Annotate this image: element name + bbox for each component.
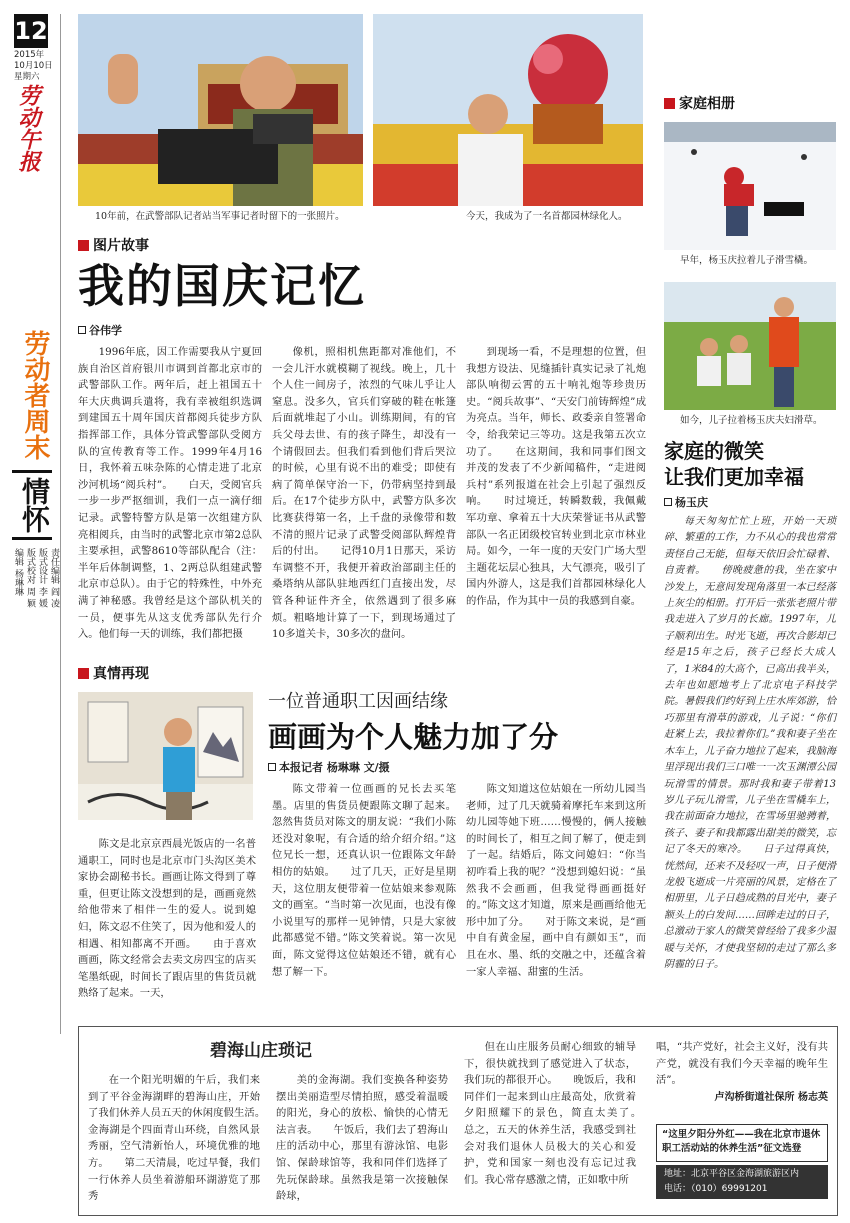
contest-address-bar: 地址：北京平谷区金海湖旅游区内 电话：（010）69991201 [656, 1165, 828, 1199]
section-label-picture-story: 图片故事 [78, 236, 149, 258]
story2-col3: 陈文知道这位姑娘在一所幼儿园当老师，过了几天就骑着摩托车来到这所幼儿园等她下班……慢慢的，俩人接触的时间长了，相互之间了解了，便走到了一起。结婚后，陈文问媳妇：“你当初咋看上我的呢？”没想到媳妇说：“虽然我不会画画，但我觉得画画挺好的。”陈文这才知道，原来是画画给他无形中加了分。 对于陈文来说，是“画中自有黄金屋，画中自有颜如玉”，而且在水、墨、纸的交融之中，还蕴含着一家人幸福、甜蜜的生活。 [466, 783, 646, 978]
photo1-caption: 10年前，在武警部队记者站当军事记者时留下的一张照片。 [95, 211, 345, 222]
story1-col2: 像机，照相机焦距都对准他们，不一会儿汗水就模糊了视线。晚上，几十个人住一间房子，浓烈的气味儿乎让人窒息。没多久，官兵们穿破的鞋在帐篷后面就堆起了小山。训练期间，有的官兵父母去世、有的孩子降生，却没有一个请假回去。但我们看到他们背后哭泣的时候，心里有说不出的难受；即使有病了简单保守治一下，仍带病坚持到最后。在17个徒步方队中，武警方队多次比赛获得第一名，上千盘的录像带和数不清的照片记录了武警受阅部队辉煌背后的付出。 记得10月1日那天，采访车调整不开，我便开着政治部副主任的桑塔纳从部队驻地西红门直接出发，尽管各种证件齐全，依然遇到了很多麻烦。粗略地计算了一下，到现场通过了10多道关卡，30多次的盘问。 [272, 346, 456, 641]
page-number-box: 12 [14, 14, 48, 48]
story3-author: 杨玉庆 [664, 494, 708, 511]
story4-col1: 在一个阳光明媚的午后，我们来到了平谷金海湖畔的碧海山庄，开始了我们休养人员五天的休闲度假生活。 金海湖是个四面青山环绕，自然风景秀丽，空气清新怡人，环境优雅的地方。 第二天清晨，吃过早餐，我们一行休养人员坐着游船环湖游览了那秀 [88, 1074, 281, 1203]
section-label-family-album: 家庭相册 [664, 94, 735, 116]
photo-grass-slide [664, 282, 836, 410]
story3-body: 每天匆匆忙忙上班，开始一天琐碎、繁重的工作，力不从心的我也常常责怪自己无能，但每天依旧会忙碌着、自责着。 傍晚疲惫的我，坐在家中沙发上，无意间发现角落里一本已经落上灰尘的相册。打开后一张张老照片带我走进入了岁月的长廊。1997年，儿子顺利出生。时光飞逝，再次合影却已经是15年之后，孩子已经长大成人了，1米84的大高个，已高出我半头，去年也如愿地考上了北京电子科技学院。暑假我们约好到上庄水库郊游，恰巧那里有滑草的游戏，儿子说：“你们赶紧上去，我拉着你们。”我和妻子坐在木车上，儿子奋力地拉了起来，我脑海里浮现出我们三口唯一一次玉渊潭公园玩滑雪的情景。那时我和妻子带着13岁儿子玩儿滑雪，儿子坐在雪橇车上，我在前面奋力地拉，在雪场里驰骋着，孩子、妻子和我都露出甜美的微笑，忘记了冬天的寒冷。 日子过得真快，恍然间，还来不及轻叹一声，日子便滑龙般飞逝成一片亮丽的风景，定格在了相册里，儿子日趋成熟的目光中，妻子额头上的白发间……回眸走过的日子，总激动于家人的微笑曾经给了我多少温暖与关怀，才使我坚韧的走过了那么多阴霾的日子。 [664, 516, 836, 970]
family-photo1-caption: 早年，杨玉庆拉着儿子滑雪橇。 [680, 255, 814, 266]
story2-col2: 陈文带着一位画画的兄长去买笔墨。店里的售货员便跟陈文聊了起来。忽然售货员对陈文的朋友说：“我们小陈还没对象呢，有合适的给介绍介绍。”这位兄长一想，还真认识一位跟陈文年龄相仿的姑娘。 过了几天，正好是星期天，这位朋友便带着一位姑娘来参观陈文的画室。“当时第一次见面，也没有像小说里写的那样一见钟情，只是大家彼此都感觉不错。”陈文笑着说。第一次见面，陈文觉得这位姑娘还不错，就有心想了解一下。 [272, 783, 456, 978]
photo2-caption: 今天，我成为了一名首都园林绿化人。 [466, 211, 628, 222]
contest-box: “这里夕阳分外红——我在北京市退休职工活动站的休养生活”征文选登 [656, 1124, 828, 1162]
section-label-true-story: 真情再现 [78, 664, 149, 686]
story2-headline: 画画为个人魅力加了分 [268, 720, 559, 754]
editor-credits: 责任编辑 阎 凌 版式设计 李 媛 版式校对 周 颖 编辑 杨琳琳 [13, 548, 59, 608]
photo-painter-studio [78, 692, 253, 820]
photo-flower-basket [373, 14, 643, 206]
photo-soldier-camera [78, 14, 363, 206]
story1-col1: 1996年底，因工作需要我从宁夏回族自治区首府银川市调到首都北京市的武警部队工作。两年后，赶上祖国五十年大庆典调兵遣将，我有幸被组织选调到建国五十周年国庆首都阅兵徒步方队指挥部工作，具体分管武警部队受阅方队的宣传教育等工作。1999年4月16日，我怀着五味杂陈的心情走进了北京沙河机场“阅兵村”。 白天，受阅官兵一步一步严抠细训，我们一点一滴仔细记录。武警特警方队是第一次组建方队亮相阅兵，由当时的武警北京市第2总队主要承担，武警8610等部队配合（注：半年后体制调整，1、2两总队组建武警北京市总队）。由于它的特殊性，中外充满了神秘感。我曾经是这个部队机关的一员，便事先从这支优秀部队先行介入。他们每一天的训练，我们都把摄 [78, 346, 262, 641]
column-name: 情怀 [12, 470, 52, 540]
newspaper-logo: 劳动午报 [15, 84, 41, 172]
issue-date: 2015年 10月10日 星期六 [14, 50, 53, 82]
story2-byline: 本报记者 杨琳琳 文/摄 [268, 759, 390, 776]
family-photo2-caption: 如今，儿子拉着杨玉庆夫妇滑草。 [680, 415, 823, 426]
story4-signature: 卢沟桥街道社保所 杨志英 [714, 1092, 828, 1103]
story4-col3: 但在山庄服务员耐心细致的辅导下，很快就找到了感觉进入了状态，我们玩的都很开心。 晚饭后，我和同伴们一起来到山庄最高处，欣赏着夕阳照耀下的景色，简直太美了。 总之，五天的休养生活，我感受到社会对我们退休人员极大的关心和爱护，党和国家一刻也没有忘记过我们。我心常存感激之情，正如歌中所 [464, 1041, 657, 1186]
story2-col1: 陈文是北京京西晨光饭店的一名普通职工，同时也是北京市门头沟区美术家协会副秘书长。画画让陈文得到了尊重，但更让陈文没想到的是，画画竟然给他带来了相伴一生的爱人。说到媳妇，陈文忍不住笑了，因为他和爱人的相遇、相知都离不开画。 由于喜欢画画，陈文经常会去卖文房四宝的店买笔墨纸砚，时间长了跟店里的售货员就熟络了起来。一天， [78, 838, 256, 1000]
weekly-title: 劳动者周末 [20, 330, 50, 460]
left-rule [60, 14, 61, 1034]
story1-col3: 到现场一看，不是理想的位置，但我想方设法、见缝插针真实记录了礼炮部队响彻云霄的五十响礼炮等珍贵历史。“阅兵故事”、“天安门前铸辉煌”成为亮点。当年，师长、政委亲自签署命令，给我荣记三等功。这是我第五次立功了。 在这期间，我和同事们图文并茂的发表了不少新闻稿件，“走进阅兵村”系列报道在社会上引起了强烈反响。 时过境迁，转瞬数载，我佩戴军功章、拿着五十大庆荣誉证书从武警部队一名正团级校官转业到北京市林业局。如今，一年一度的天安门广场大型主题花坛层心独具，大气漂亮，吸引了国内外游人，这是我们首都园林绿化人的作品，作为其中一员的我感到自豪。 [466, 346, 646, 607]
story4-col4: 唱，“共产党好，社会主义好，没有共产党，就没有我们今天幸福的晚年生活”。 [656, 1041, 828, 1087]
story1-author: 谷伟学 [78, 322, 122, 339]
story2-kicker: 一位普通职工因画结缘 [268, 691, 448, 712]
story3-headline: 家庭的微笑 让我们更加幸福 [664, 439, 804, 489]
photo-sled [664, 122, 836, 250]
story4-col2: 美的金海湖。我们变换各种姿势摆出美丽造型尽情拍照，感受着温暖的阳光，身心的放松、愉快的心情无法言表。 午饭后，我们去了碧海山庄的活动中心，那里有游泳馆、电影馆、保龄球馆等，我和同伴们选择了先玩保龄球。虽然我是第一次接触保龄球， [276, 1074, 448, 1203]
story1-headline: 我的国庆记忆 [78, 259, 366, 313]
story4-headline: 碧海山庄琐记 [210, 1041, 312, 1061]
